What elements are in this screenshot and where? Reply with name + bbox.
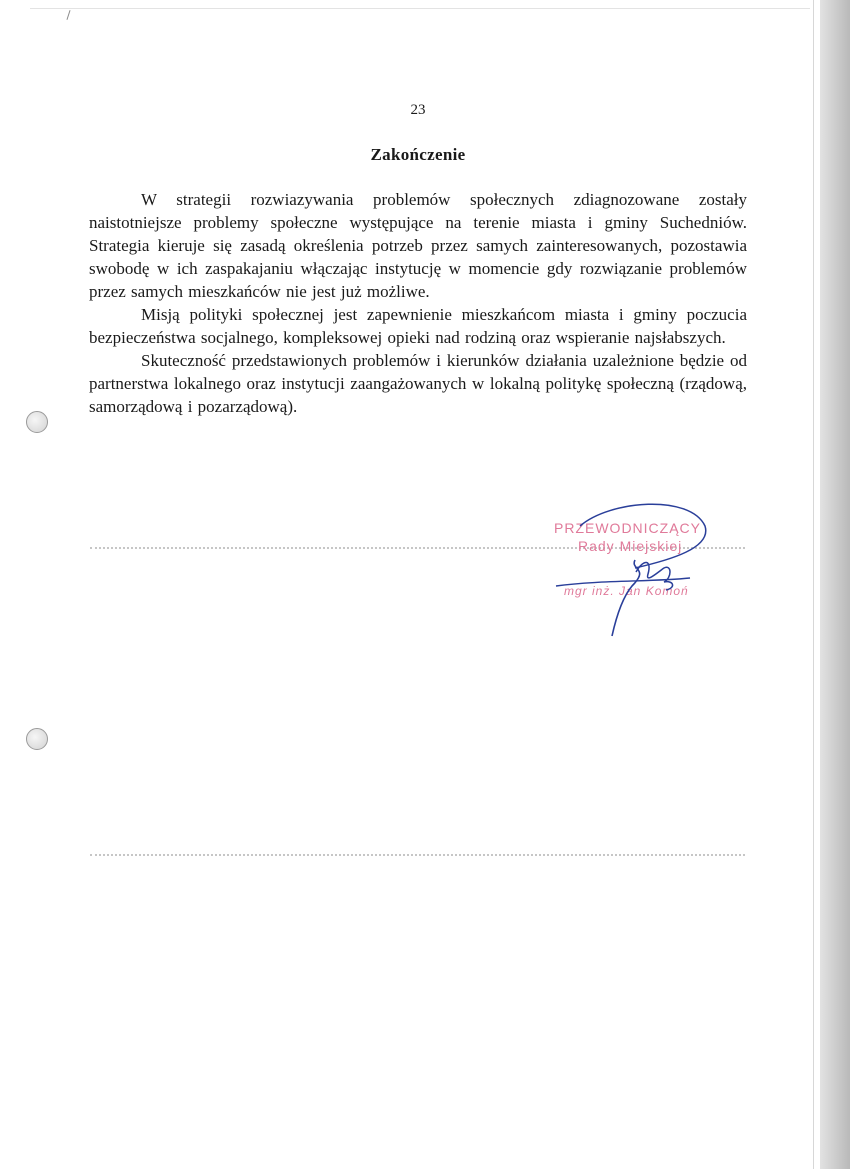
stamp-title: PRZEWODNICZĄCY	[554, 520, 701, 536]
stamp-name: mgr inż. Jan Komoń	[564, 584, 689, 598]
official-stamp	[540, 498, 750, 643]
punch-hole-bottom	[26, 728, 48, 750]
stamp-council: Rady Miejskiej	[578, 538, 683, 554]
page-number: 23	[410, 102, 426, 118]
body-text	[89, 188, 747, 418]
scan-mark	[66, 10, 70, 20]
punch-hole-top	[26, 411, 48, 433]
scanned-page-edge	[820, 0, 850, 1169]
handwritten-signature	[540, 498, 750, 643]
paragraph-strategy: W strategii rozwiazywania problemów społecznych zdiagnozowane zostały naistotniejsze problemy społeczne występujące na terenie miasta i gminy Suchedniów. Strategia kieruje się zasadą określenia potrzeb przez samych zainteresowanych, pozostawia swobodę w ich zaspakajaniu włączając instytucję w momencie gdy rozwiązanie problemów przez samych mieszkańców nie jest już możliwe.	[89, 190, 747, 301]
scan-top-line	[30, 8, 810, 9]
section-title: Zakończenie	[370, 145, 466, 164]
paragraph-effectiveness: Skuteczność przedstawionych problemów i kierunków działania uzależnione będzie od partnerstwa lokalnego oraz instytucji zaangażowanych w lokalną politykę społeczną (rządową, samorządową i pozarządową).	[89, 351, 747, 416]
dotted-rule-lower	[90, 854, 745, 856]
paragraph-mission: Misją polityki społecznej jest zapewnienie mieszkańcom miasta i gminy poczucia bezpieczeństwa socjalnego, kompleksowej opieki nad rodziną oraz wspieranie najsłabszych.	[89, 305, 747, 347]
page-edge-line	[813, 0, 814, 1169]
